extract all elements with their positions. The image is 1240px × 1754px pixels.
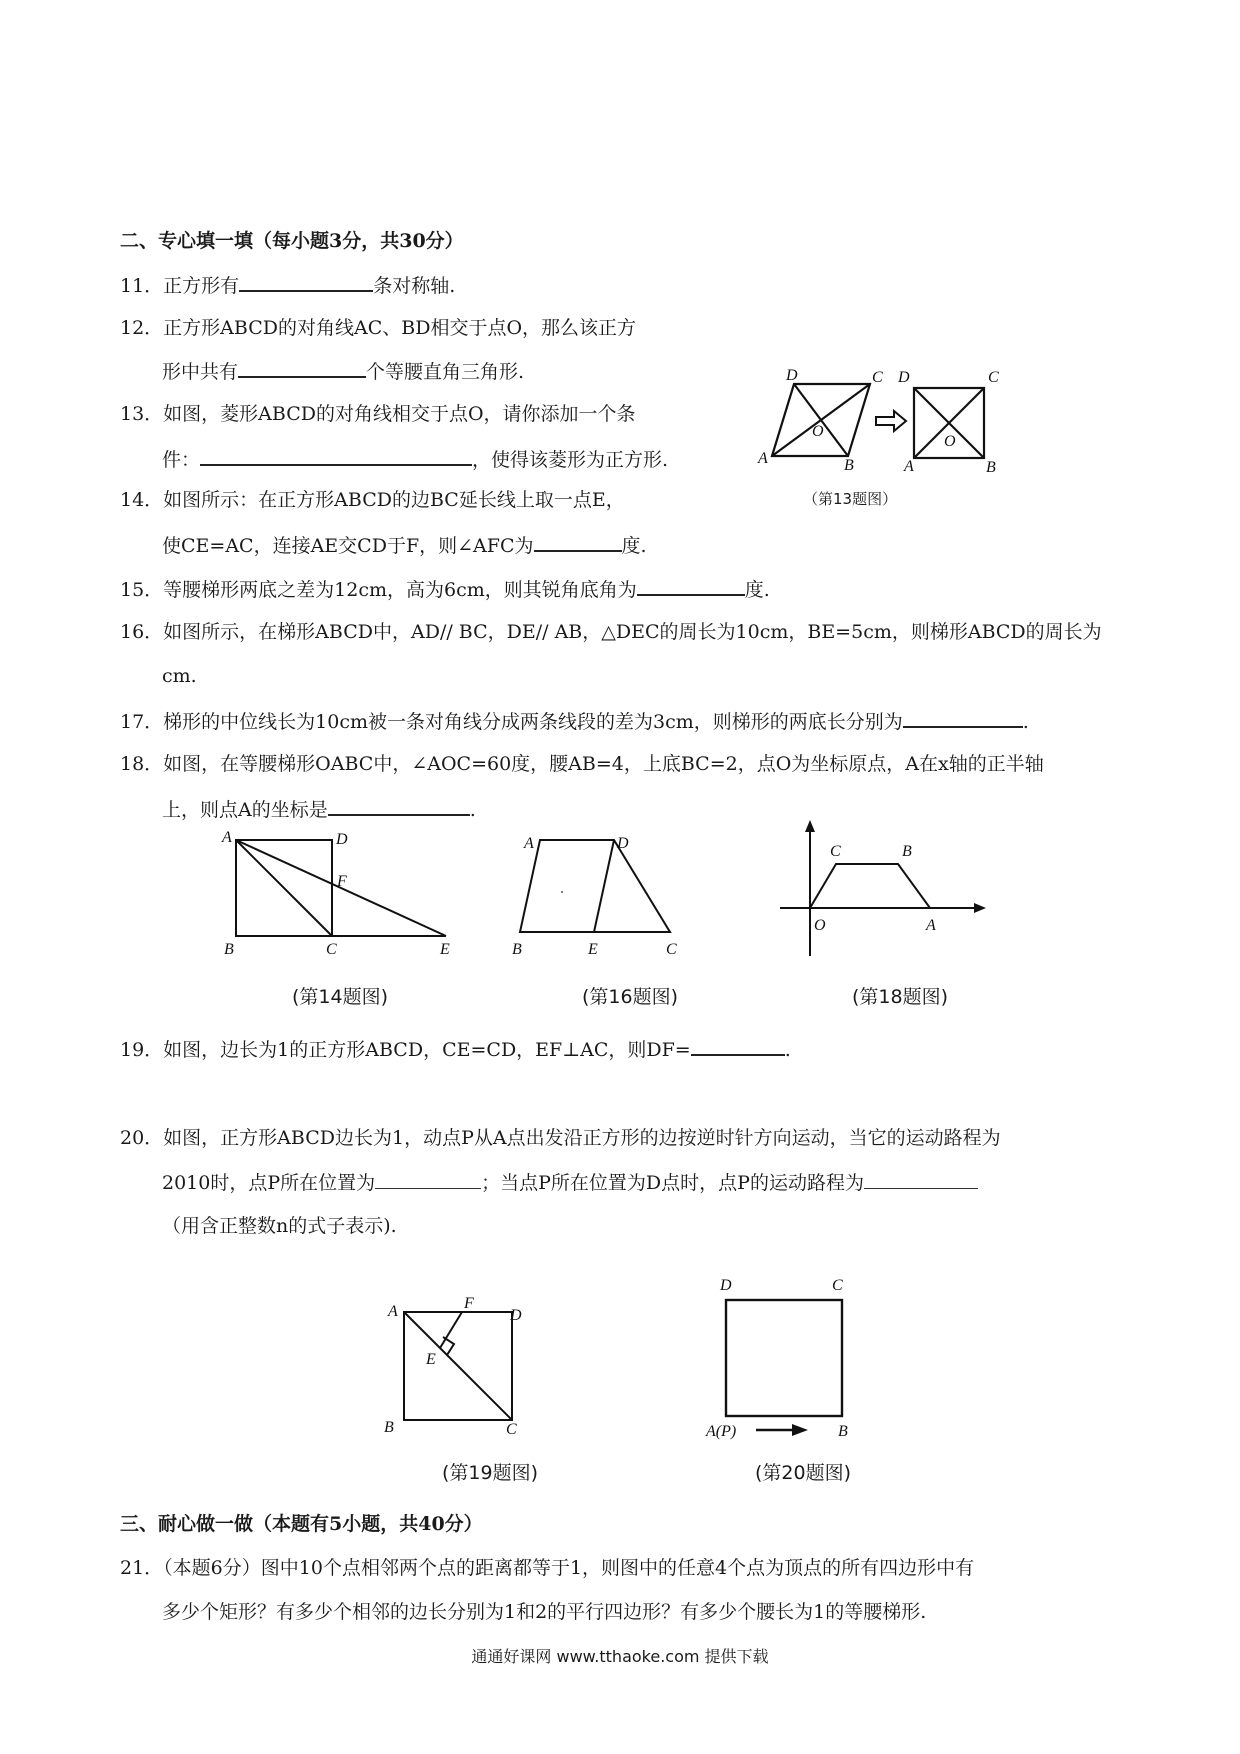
question-11 (120, 272, 455, 298)
q15-text-a: 15．等腰梯形两底之差为12cm，高为6cm，则其锐角底角为 (120, 579, 637, 601)
figure-19 (380, 1296, 540, 1446)
fig16-label-d: D (617, 835, 629, 852)
question-14-line2 (162, 532, 647, 558)
question-20-line2 (162, 1170, 978, 1195)
footer-credit: 通通好课网 www.tthaoke.com 提供下载 (471, 1647, 769, 1666)
question-16-line2: cm. (162, 665, 197, 687)
fig13-label-b: B (844, 457, 854, 474)
q12-answer-blank[interactable] (238, 358, 366, 378)
question-12-line1: 12．正方形ABCD的对角线AC、BD相交于点O，那么该正方 (120, 317, 637, 339)
fig19-label-a: A (388, 1303, 398, 1320)
q19-text-a: 19．如图，边长为1的正方形ABCD，CE=CD，EF⊥AC，则DF= (120, 1039, 691, 1061)
arrow-head-icon (792, 1424, 808, 1436)
q11-text-b: 条对称轴. (373, 275, 456, 297)
q20-answer-blank-1[interactable] (375, 1170, 481, 1189)
fig14-label-a: A (222, 829, 232, 846)
fig14-caption: (第14题图) (292, 986, 389, 1008)
section-2-title: 二、专心填一填（每小题3分，共30分） (120, 230, 464, 252)
fig18-label-a: A (926, 917, 936, 934)
question-13-line2 (162, 446, 668, 472)
q13-answer-blank[interactable] (200, 446, 472, 466)
q12-text-b: 个等腰直角三角形. (366, 361, 525, 383)
question-21-line1: 21．（本题6分）图中10个点相邻两个点的距离都等于1，则图中的任意4个点为顶点的所有四边形中有 (120, 1557, 975, 1579)
fig14-label-f: F (337, 873, 347, 890)
figure-20 (700, 1270, 870, 1446)
fig13-label-b2: B (986, 459, 996, 476)
question-12-line2 (162, 358, 524, 384)
question-21-line2: 多少个矩形？有多少个相邻的边长分别为1和2的平行四边形？有多少个腰长为1的等腰梯形. (162, 1601, 927, 1623)
fig18-label-o: O (814, 917, 826, 934)
fig19-caption: (第19题图) (442, 1462, 539, 1484)
fig19-label-b: B (384, 1419, 394, 1436)
fig14-label-c: C (326, 941, 337, 958)
q17-text-b: . (1022, 711, 1029, 733)
fig16-label-a: A (524, 835, 534, 852)
q19-answer-blank[interactable] (691, 1036, 785, 1056)
question-17 (120, 708, 1029, 734)
q13-text-b: ，使得该菱形为正方形. (472, 449, 669, 471)
fig19-label-d: D (510, 1307, 522, 1324)
q17-text-a: 17．梯形的中位线长为10cm被一条对角线分成两条线段的差为3cm，则梯形的两底长分别为 (120, 711, 903, 733)
x-axis-arrow-icon (974, 903, 986, 913)
fig16-label-e: E (588, 941, 598, 958)
fig13-label-d: D (786, 368, 798, 384)
q18-answer-blank[interactable] (328, 796, 470, 816)
fig19-label-e: E (426, 1351, 436, 1368)
q14-text-a: 使CE=AC，连接AE交CD于F，则∠AFC为 (162, 535, 534, 557)
fig13-label-a2: A (904, 458, 914, 475)
fig19-label-c: C (506, 1421, 517, 1438)
fig13-label-d2: D (898, 369, 910, 386)
figure-16 (502, 826, 702, 966)
question-19 (120, 1036, 791, 1062)
arrow-right-icon (876, 411, 906, 431)
fig20-caption: (第20题图) (755, 1462, 852, 1484)
fig20-label-c: C (832, 1277, 843, 1294)
q14-answer-blank[interactable] (534, 532, 622, 552)
fig13-caption: （第13题图） (803, 490, 898, 508)
q11-text-a: 11．正方形有 (120, 275, 240, 297)
fig18-label-c: C (830, 843, 841, 860)
q18-text-b: . (469, 799, 476, 821)
fig13-label-o2: O (944, 433, 956, 450)
q15-text-b: 度. (744, 579, 770, 601)
figure-14 (212, 826, 472, 966)
q13-text-a: 件： (162, 449, 201, 471)
fig16-label-b: B (512, 941, 522, 958)
q20-text-b: ；当点P所在位置为D点时，点P的运动路程为 (481, 1172, 864, 1194)
fig16-label-c: C (666, 941, 677, 958)
fig16-caption: (第16题图) (582, 986, 679, 1008)
fig13-label-a: A (758, 450, 768, 467)
fig14-label-b: B (224, 941, 234, 958)
question-20-line3: （用含正整数n的式子表示). (162, 1215, 397, 1237)
fig14-label-e: E (440, 941, 450, 958)
q15-answer-blank[interactable] (637, 576, 745, 596)
q14-text-b: 度. (621, 535, 647, 557)
fig20-label-d: D (720, 1277, 732, 1294)
section-3-title: 三、耐心做一做（本题有5小题，共40分） (120, 1513, 483, 1535)
fig14-label-d: D (336, 831, 348, 848)
question-18-line2 (162, 796, 476, 822)
question-16-line1: 16．如图所示，在梯形ABCD中，AD// BC，DE// AB，△DEC的周长为10cm，BE=5cm，则梯形ABCD的周长为 (120, 621, 1102, 643)
q18-text-a: 上，则点A的坐标是 (162, 799, 328, 821)
figure-13 (752, 368, 1012, 478)
figure-18 (770, 820, 1000, 960)
q20-answer-blank-2[interactable] (864, 1170, 978, 1189)
q12-text-a: 形中共有 (162, 361, 239, 383)
question-15 (120, 576, 770, 602)
fig20-label-b: B (838, 1423, 848, 1440)
q17-answer-blank[interactable] (903, 708, 1023, 728)
q11-answer-blank[interactable] (239, 272, 373, 292)
question-20-line1: 20．如图，正方形ABCD边长为1，动点P从A点出发沿正方形的边按逆时针方向运动，当它的运动路程为 (120, 1127, 1001, 1149)
question-13-line1: 13．如图，菱形ABCD的对角线相交于点O，请你添加一个条 (120, 403, 636, 425)
y-axis-arrow-icon (805, 820, 815, 832)
fig19-label-f: F (464, 1296, 474, 1312)
question-14-line1: 14．如图所示：在正方形ABCD的边BC延长线上取一点E， (120, 489, 625, 511)
q19-text-b: . (784, 1039, 791, 1061)
fig13-label-c2: C (988, 369, 999, 386)
fig18-caption: (第18题图) (852, 986, 949, 1008)
fig13-label-o: O (812, 423, 824, 440)
question-18-line1: 18．如图，在等腰梯形OABC中，∠AOC=60度，腰AB=4，上底BC=2，点O为坐标原点，A在x轴的正半轴 (120, 753, 1044, 775)
stray-dot (561, 891, 563, 893)
fig18-label-b: B (902, 843, 912, 860)
fig13-label-c: C (872, 369, 883, 386)
fig20-label-ap: A(P) (706, 1423, 737, 1440)
q20-text-a: 2010时，点P所在位置为 (162, 1172, 376, 1194)
